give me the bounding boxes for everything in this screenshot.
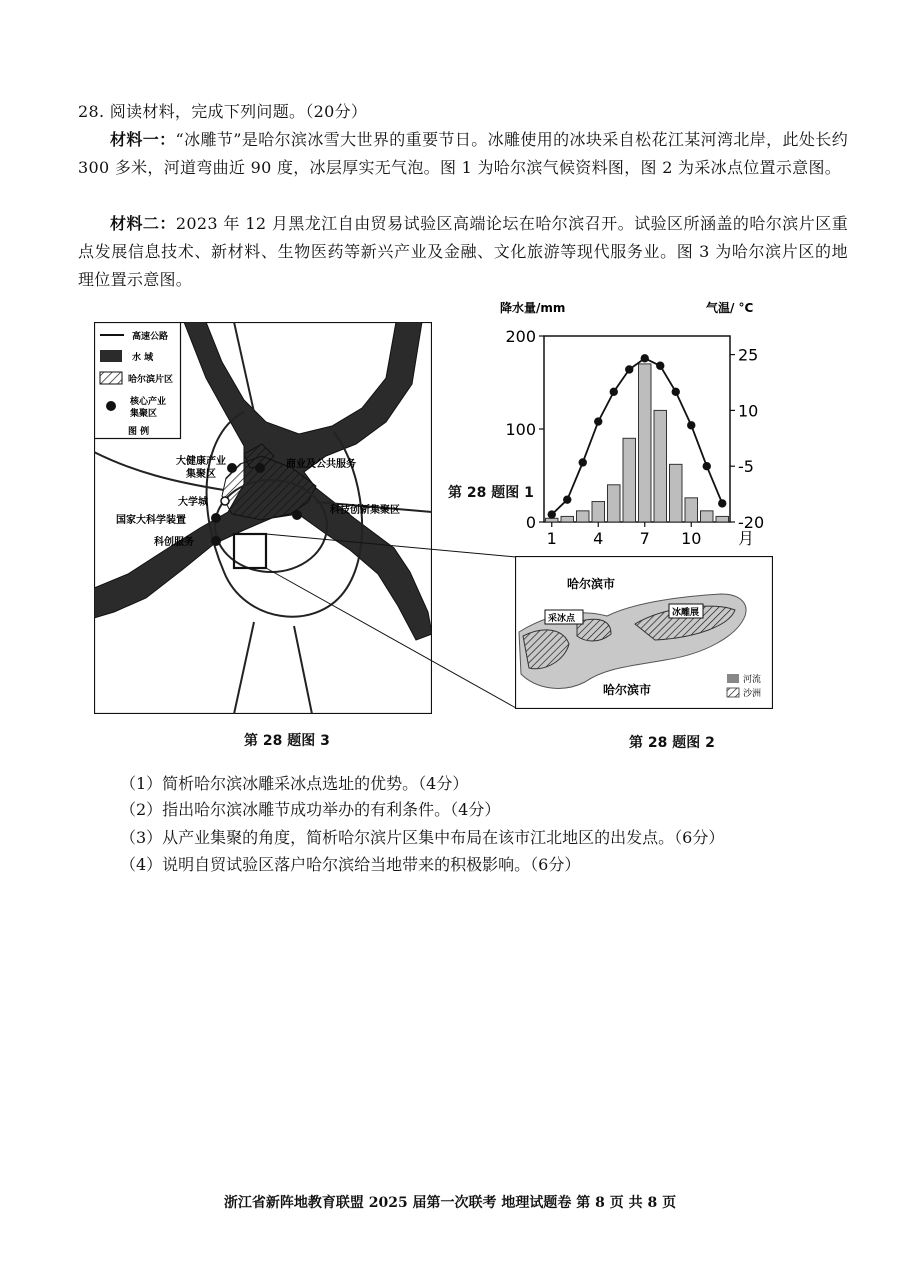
page-footer: 浙江省新阵地教育联盟 2025 届第一次联考 地理试题卷 第 8 页 共 8 页 — [223, 1195, 677, 1211]
precip-bar — [654, 410, 667, 522]
left-tick-label: 200 — [505, 327, 536, 346]
legend-highway-label: 高速公路 — [132, 332, 169, 342]
core-point-commerce — [255, 463, 265, 473]
precip-bar — [639, 364, 652, 522]
core-point-tech — [292, 510, 302, 520]
right-tick-label: 10 — [738, 401, 759, 421]
material-1-text: “冰雕节”是哈尔滨冰雪大世界的重要节日。冰雕使用的冰块采自松花江某河湾北岸，此处长约 300 多米，河道弯曲近 90 度，冰层厚实无气泡。图 1 为哈尔滨气候资料图，图 2 为采冰点位置示意图。 — [78, 130, 848, 177]
x-tick-label: 10 — [681, 529, 702, 548]
question-header: 28. 阅读材料，完成下列问题。（20分） — [78, 102, 368, 121]
label-health-2: 集聚区 — [186, 469, 216, 480]
temp-polyline — [552, 358, 723, 514]
temp-line — [548, 354, 727, 519]
temp-point — [548, 510, 556, 518]
figure1-caption: 第 28 题图 1 — [448, 485, 534, 501]
temp-point — [687, 421, 695, 429]
legend-core-label-2: 集聚区 — [130, 409, 158, 419]
legend-water-label: 水 域 — [132, 353, 154, 363]
precip-bar — [546, 518, 559, 522]
figure3-map — [94, 322, 432, 714]
legend-water-symbol — [100, 350, 122, 362]
material-2-text: 2023 年 12 月黑龙江自由贸易试验区高端论坛在哈尔滨召开。试验区所涵盖的哈尔滨片区重点发展信息技术、新材料、生物医药等新兴产业及金融、文化旅游等现代服务业。图 3 为哈尔滨片区的地理位置示意图。 — [78, 214, 849, 289]
legend-core-label-1: 核心产业 — [130, 397, 167, 407]
sub-question-4: （4）说明自贸试验区落户哈尔滨给当地带来的积极影响。（6分） — [120, 855, 581, 874]
temp-point — [641, 354, 649, 362]
label-health: 大健康产业 — [176, 456, 226, 467]
temp-point — [625, 365, 633, 373]
precip-bar — [577, 511, 590, 522]
temp-point — [703, 462, 711, 470]
material-1-label: 材料一： — [110, 130, 176, 149]
temp-point — [656, 362, 664, 370]
legend-title: 图 例 — [128, 427, 150, 437]
left-tick-label: 100 — [505, 420, 536, 439]
figure3-caption: 第 28 题图 3 — [244, 733, 330, 749]
legend-river-label: 河流 — [743, 675, 762, 685]
climate-chart — [500, 294, 780, 556]
temp-point — [718, 499, 726, 507]
ice-show-label: 冰雕展 — [672, 608, 700, 618]
y-right-label: 气温/ °C — [706, 301, 754, 315]
sub-question-2: （2）指出哈尔滨冰雕节成功举办的有利条件。（4分） — [120, 800, 501, 819]
label-commerce: 商业及公共服务 — [286, 459, 356, 470]
precip-bar — [592, 502, 605, 522]
x-tick-label: 7 — [639, 529, 650, 548]
precip-bar — [701, 511, 714, 522]
precip-bar — [623, 438, 636, 522]
precip-bar — [608, 485, 621, 522]
label-service: 科创服务 — [154, 537, 194, 548]
label-university: 大学城 — [178, 497, 208, 508]
precip-bar — [716, 516, 729, 522]
legend-river-symbol — [727, 674, 739, 683]
temp-point — [610, 388, 618, 396]
right-tick-label: -5 — [738, 457, 754, 477]
ice-point-label: 采冰点 — [548, 614, 576, 624]
x-tick-label: 1 — [546, 529, 557, 548]
precip-bar — [685, 498, 698, 522]
temp-point — [594, 417, 602, 425]
temp-point — [563, 495, 571, 503]
temp-point — [579, 458, 587, 466]
city-top: 哈尔滨市 — [567, 577, 616, 591]
x-unit-label: 月 — [738, 529, 755, 548]
legend-zone-label: 哈尔滨片区 — [128, 375, 174, 385]
legend-core-symbol — [106, 401, 116, 411]
figure2-inset — [515, 556, 773, 709]
temp-point — [672, 388, 680, 396]
label-science: 国家大科学装置 — [116, 515, 186, 526]
legend-sandbar-symbol — [727, 688, 739, 697]
left-tick-label: 0 — [525, 513, 536, 532]
sub-question-3: （3）从产业集聚的角度，简析哈尔滨片区集中布局在该市江北地区的出发点。（6分） — [120, 828, 725, 847]
core-point-health — [227, 463, 237, 473]
precip-bar — [670, 464, 683, 522]
core-point-service — [211, 536, 221, 546]
legend-sandbar-label: 沙洲 — [743, 689, 762, 699]
right-tick-label: -20 — [738, 513, 765, 532]
city-bottom: 哈尔滨市 — [603, 683, 652, 697]
figure2-caption: 第 28 题图 2 — [629, 735, 715, 751]
material-2-label: 材料二： — [110, 214, 176, 233]
material-2 — [78, 210, 848, 294]
precip-bars — [546, 364, 729, 522]
sub-question-1: （1）简析哈尔滨冰雕采冰点选址的优势。（4分） — [120, 774, 469, 793]
precip-bar — [561, 516, 574, 522]
legend-zone-symbol — [100, 372, 122, 384]
y-left-label: 降水量/mm — [500, 301, 566, 315]
material-1 — [78, 126, 848, 182]
core-point-university — [221, 497, 229, 505]
x-tick-label: 4 — [593, 529, 604, 548]
label-tech: 科技创新集聚区 — [330, 505, 400, 516]
right-tick-label: 25 — [738, 345, 759, 365]
core-point-science — [211, 513, 221, 523]
